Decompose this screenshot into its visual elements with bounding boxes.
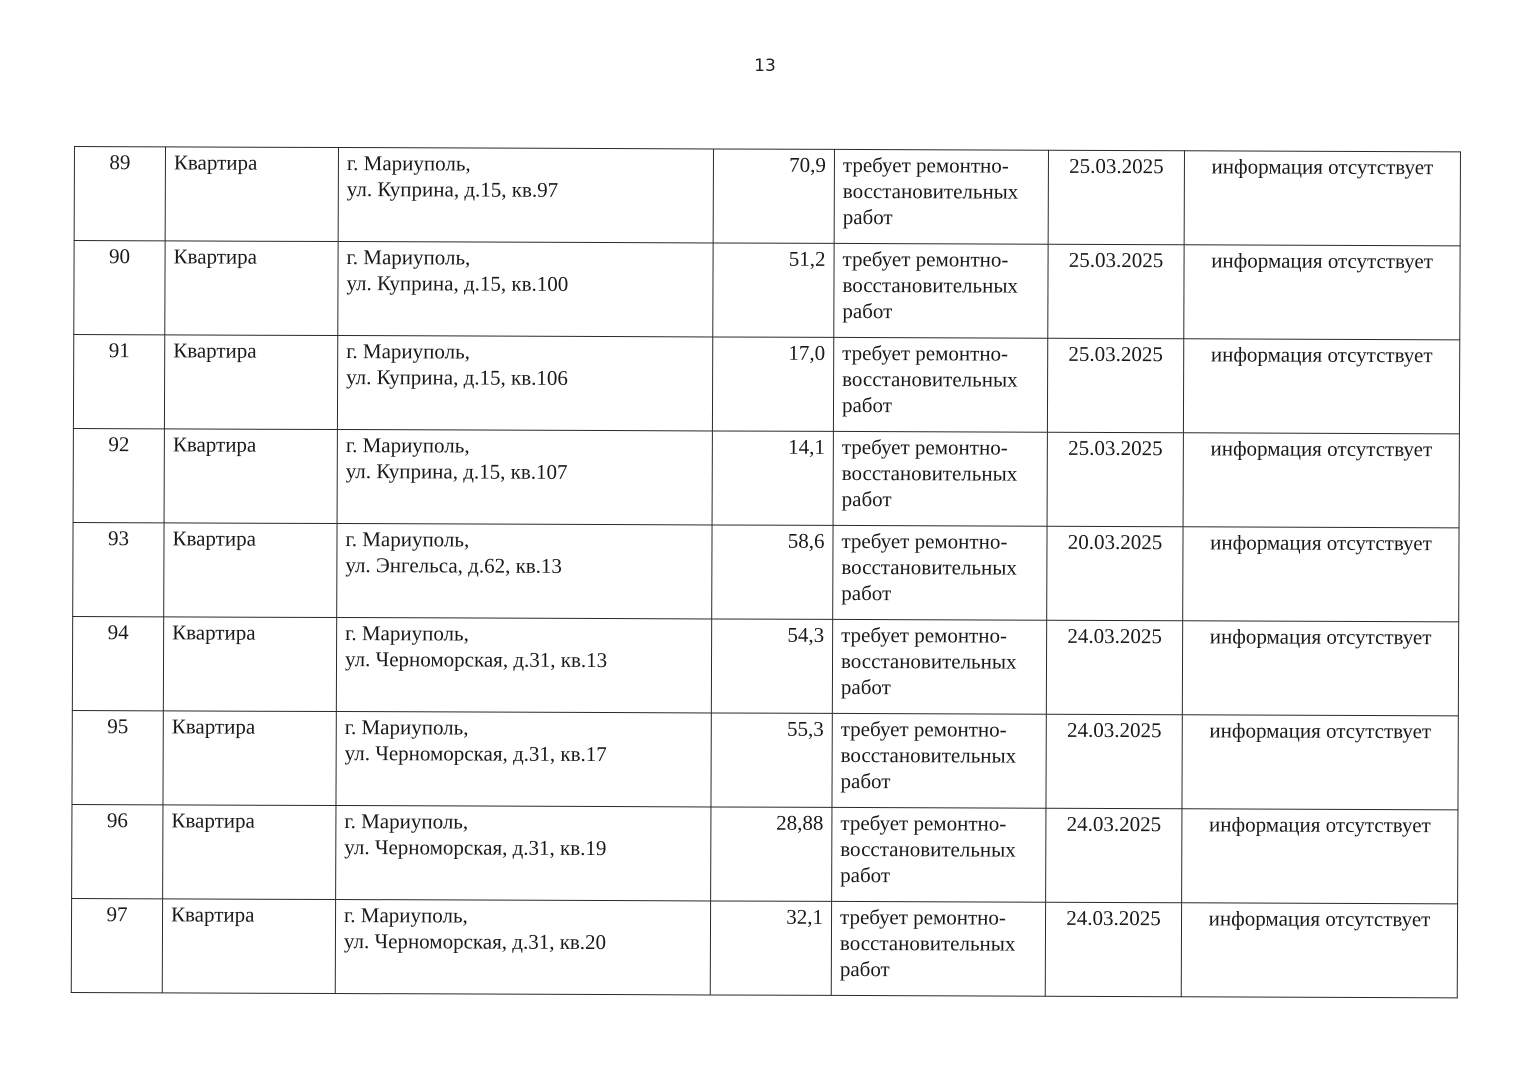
condition-cell: требует ремонтно-восстановительных работ bbox=[832, 807, 1046, 902]
address-cell bbox=[336, 712, 711, 807]
address-street: ул. Куприна, д.15, кв.100 bbox=[346, 271, 569, 296]
info-cell: информация отсутствует bbox=[1183, 527, 1459, 622]
date-cell: 25.03.2025 bbox=[1047, 432, 1183, 527]
address-street: ул. Черноморская, д.31, кв.13 bbox=[344, 647, 608, 673]
date-cell: 20.03.2025 bbox=[1047, 526, 1183, 621]
address-cell bbox=[337, 336, 712, 431]
table-row bbox=[73, 522, 1459, 621]
area-cell: 17,0 bbox=[712, 337, 833, 431]
address-city: г. Мариуполь, bbox=[344, 715, 469, 740]
address-city: г. Мариуполь, bbox=[345, 527, 470, 552]
table-row bbox=[72, 710, 1458, 809]
address-street: ул. Куприна, д.15, кв.106 bbox=[346, 365, 568, 390]
area-cell: 32,1 bbox=[710, 901, 831, 995]
address-cell bbox=[336, 806, 711, 901]
table-row bbox=[74, 147, 1460, 246]
info-cell: информация отсутствует bbox=[1182, 621, 1458, 716]
row-number-cell: 95 bbox=[72, 710, 163, 804]
condition-cell: требует ремонтно-восстановительных работ bbox=[834, 243, 1048, 338]
address-cell bbox=[337, 430, 712, 525]
address-city: г. Мариуполь, bbox=[345, 433, 470, 458]
row-number-cell: 91 bbox=[73, 335, 164, 429]
area-cell: 58,6 bbox=[712, 525, 833, 619]
address-city: г. Мариуполь, bbox=[346, 151, 471, 176]
table-row bbox=[73, 428, 1459, 527]
page-number: 13 bbox=[754, 56, 776, 76]
area-cell: 70,9 bbox=[713, 149, 834, 243]
table-row bbox=[73, 335, 1459, 434]
info-cell: информация отсутствует bbox=[1184, 245, 1460, 340]
row-number-cell: 90 bbox=[74, 241, 165, 335]
info-cell: информация отсутствует bbox=[1182, 809, 1458, 904]
date-cell: 25.03.2025 bbox=[1047, 338, 1183, 433]
table-row bbox=[72, 804, 1458, 903]
address-street: ул. Черноморская, д.31, кв.19 bbox=[344, 835, 607, 861]
area-cell: 51,2 bbox=[713, 243, 834, 337]
row-number-cell: 89 bbox=[74, 147, 165, 241]
address-cell bbox=[336, 618, 711, 713]
row-number-cell: 92 bbox=[73, 428, 164, 522]
condition-cell: требует ремонтно-восстановительных работ bbox=[832, 619, 1046, 714]
object-type-cell: Квартира bbox=[164, 335, 337, 430]
address-cell bbox=[338, 242, 713, 337]
row-number-cell: 97 bbox=[71, 898, 162, 992]
date-cell: 25.03.2025 bbox=[1048, 244, 1184, 339]
condition-cell: требует ремонтно-восстановительных работ bbox=[833, 525, 1047, 620]
address-cell bbox=[338, 148, 713, 243]
condition-cell: требует ремонтно-восстановительных работ bbox=[831, 901, 1045, 996]
object-type-cell: Квартира bbox=[165, 147, 338, 242]
condition-cell: требует ремонтно-восстановительных работ bbox=[833, 431, 1047, 526]
area-cell: 28,88 bbox=[711, 807, 832, 901]
date-cell: 24.03.2025 bbox=[1046, 620, 1182, 715]
info-cell: информация отсутствует bbox=[1181, 903, 1457, 998]
condition-cell: требует ремонтно-восстановительных работ bbox=[833, 337, 1047, 432]
address-street: ул. Энгельса, д.62, кв.13 bbox=[345, 553, 563, 578]
address-city: г. Мариуполь, bbox=[344, 903, 468, 928]
object-type-cell: Квартира bbox=[163, 711, 336, 806]
property-table-container bbox=[71, 146, 1460, 998]
date-cell: 24.03.2025 bbox=[1046, 714, 1182, 809]
table-row bbox=[71, 898, 1457, 997]
object-type-cell: Квартира bbox=[164, 429, 337, 524]
address-city: г. Мариуполь, bbox=[346, 245, 471, 270]
address-street: ул. Черноморская, д.31, кв.20 bbox=[343, 929, 607, 955]
info-cell: информация отсутствует bbox=[1183, 339, 1459, 434]
info-cell: информация отсутствует bbox=[1184, 151, 1460, 246]
property-table-body bbox=[71, 147, 1460, 998]
row-number-cell: 93 bbox=[73, 522, 164, 616]
date-cell: 25.03.2025 bbox=[1048, 150, 1184, 245]
address-cell bbox=[337, 524, 712, 619]
info-cell: информация отсутствует bbox=[1183, 433, 1459, 528]
address-street: ул. Куприна, д.15, кв.97 bbox=[346, 177, 559, 202]
area-cell: 55,3 bbox=[711, 713, 832, 807]
property-table bbox=[71, 146, 1461, 998]
date-cell: 24.03.2025 bbox=[1045, 902, 1181, 997]
address-city: г. Мариуполь, bbox=[345, 621, 469, 646]
area-cell: 54,3 bbox=[711, 619, 832, 713]
object-type-cell: Квартира bbox=[163, 805, 336, 900]
date-cell: 24.03.2025 bbox=[1046, 808, 1182, 903]
address-city: г. Мариуполь, bbox=[346, 339, 471, 364]
object-type-cell: Квартира bbox=[165, 241, 338, 336]
condition-cell: требует ремонтно-восстановительных работ bbox=[832, 713, 1046, 808]
area-cell: 14,1 bbox=[712, 431, 833, 525]
info-cell: информация отсутствует bbox=[1182, 715, 1458, 810]
condition-cell: требует ремонтно-восстановительных работ bbox=[834, 149, 1048, 244]
object-type-cell: Квартира bbox=[164, 523, 337, 618]
address-street: ул. Черноморская, д.31, кв.17 bbox=[344, 741, 607, 767]
table-row bbox=[74, 241, 1460, 340]
address-city: г. Мариуполь, bbox=[344, 809, 469, 834]
object-type-cell: Квартира bbox=[163, 617, 336, 712]
address-cell bbox=[335, 900, 710, 995]
table-row bbox=[72, 616, 1458, 715]
object-type-cell: Квартира bbox=[162, 899, 335, 994]
address-street: ул. Куприна, д.15, кв.107 bbox=[345, 459, 568, 484]
row-number-cell: 94 bbox=[72, 616, 163, 710]
row-number-cell: 96 bbox=[72, 804, 163, 898]
